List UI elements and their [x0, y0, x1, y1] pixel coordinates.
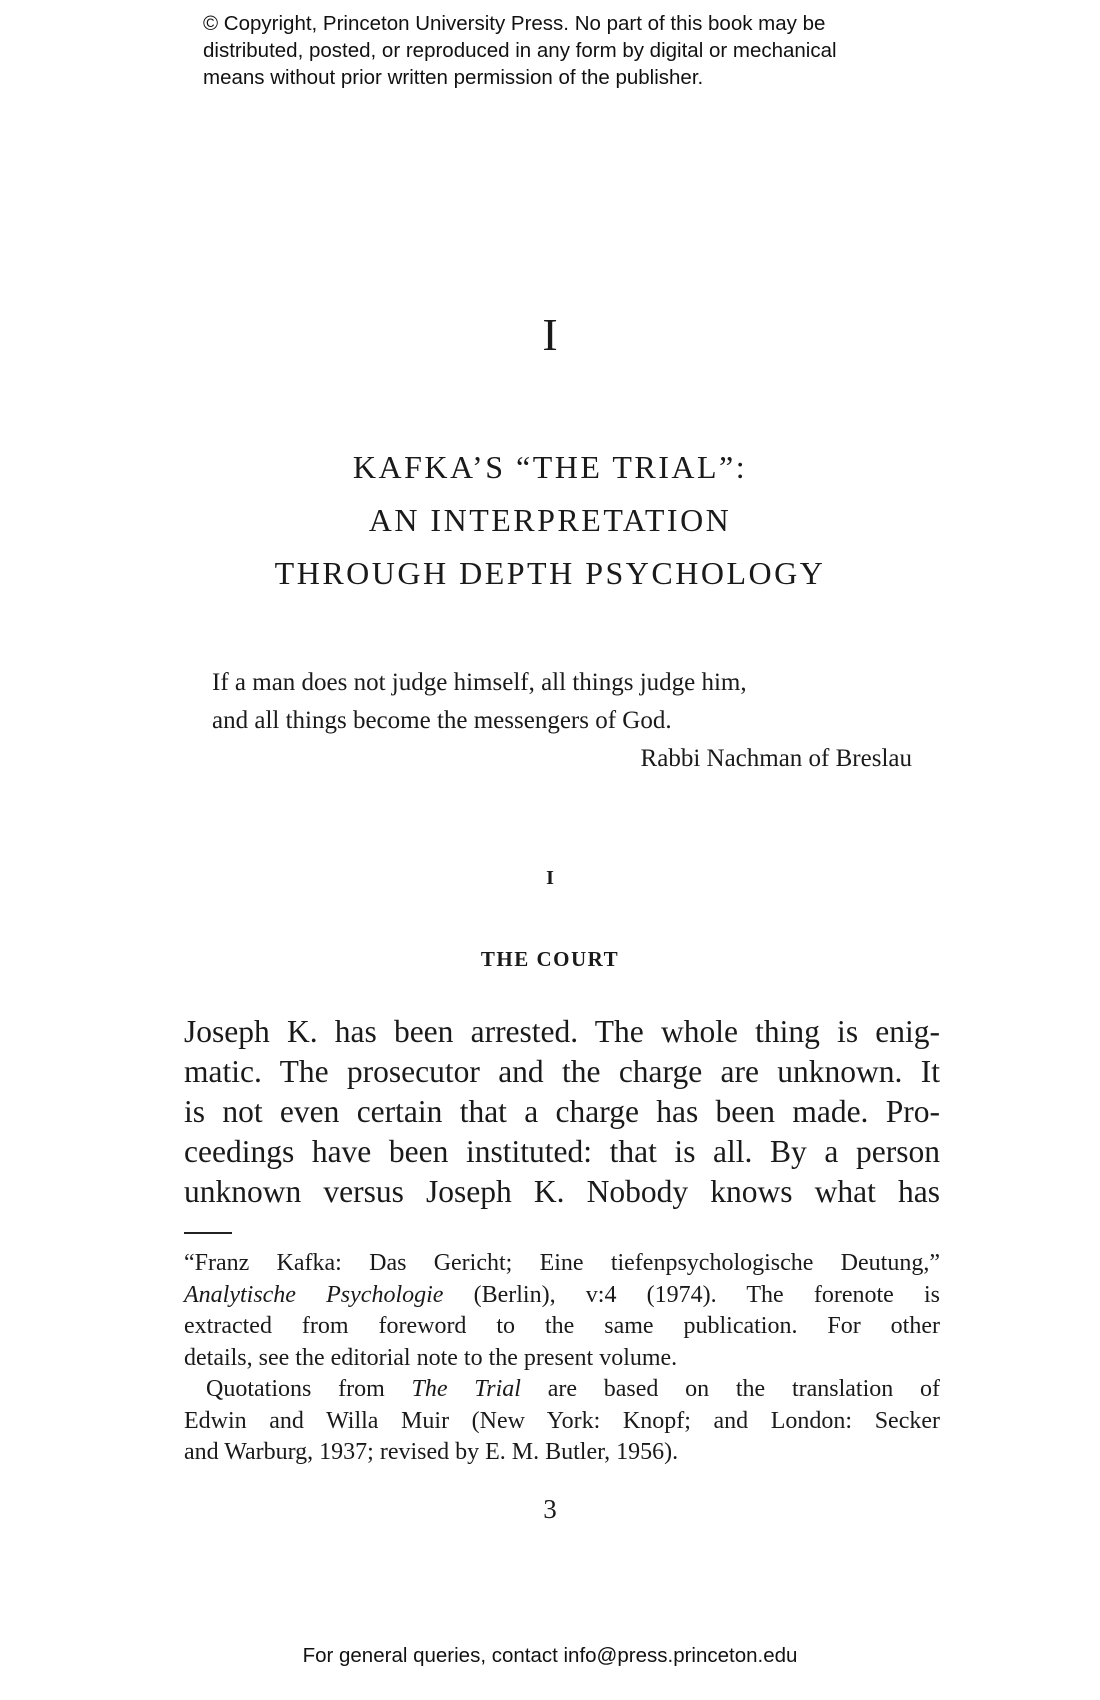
chapter-number: I — [542, 309, 558, 360]
footnote-line: Edwin and Willa Muir (New York: Knopf; and London: Secker — [184, 1407, 940, 1434]
copyright-notice — [203, 10, 923, 91]
footnote-line — [184, 1374, 940, 1406]
footnote-text: Quotations from — [206, 1376, 412, 1402]
chapter-title-line: KAFKA’S “THE TRIAL”: — [352, 449, 748, 485]
footnote-line: details, see the editorial note to the present volume. — [184, 1344, 678, 1371]
body-line: Joseph K. has been arrested. The whole thing is enig- — [184, 1014, 940, 1049]
footnote-line: “Franz Kafka: Das Gericht; Eine tiefenpsychologische Deutung,” — [184, 1250, 940, 1276]
journal-title: Analytische Psychologie — [184, 1281, 444, 1308]
footnote-line — [184, 1280, 940, 1312]
footnote-text: (Berlin), v:4 (1974). The forenote is — [443, 1281, 940, 1308]
footnote-text: are based on the translation of — [520, 1376, 940, 1402]
footnote-line: and Warburg, 1937; revised by E. M. Butler, 1956). — [184, 1439, 679, 1465]
chapter-title-line: AN INTERPRETATION — [368, 502, 732, 538]
page-number: 3 — [543, 1494, 557, 1524]
body-line: matic. The prosecutor and the charge are unknown. It — [184, 1054, 940, 1089]
footnote-line: extracted from foreword to the same publication. For other — [184, 1313, 940, 1339]
book-title: The Trial — [411, 1376, 521, 1402]
copyright-line: © Copyright, Princeton University Press. No part of this book may be — [203, 12, 826, 35]
epigraph-attribution: Rabbi Nachman of Breslau — [640, 745, 912, 772]
chapter-title-line: THROUGH DEPTH PSYCHOLOGY — [274, 555, 826, 591]
copyright-line: means without prior written permission of the publisher. — [203, 66, 704, 89]
section-title: THE COURT — [480, 947, 620, 971]
contact-notice: For general queries, contact info@press.princeton.edu — [302, 1644, 798, 1667]
body-line: unknown versus Joseph K. Nobody knows what has — [184, 1174, 940, 1209]
section-number: I — [546, 867, 554, 889]
epigraph-line: and all things become the messengers of God. — [212, 707, 672, 734]
footnotes — [184, 1248, 940, 1469]
footnote-divider — [184, 1232, 232, 1234]
chapter-title — [0, 441, 1100, 600]
copyright-line: distributed, posted, or reproduced in any form by digital or mechanical — [203, 39, 837, 62]
epigraph-line: If a man does not judge himself, all things judge him, — [212, 669, 747, 696]
body-line: ceedings have been instituted: that is all. By a person — [184, 1134, 940, 1169]
body-paragraph — [184, 1012, 940, 1212]
epigraph — [212, 664, 912, 778]
body-line: is not even certain that a charge has been made. Pro- — [184, 1094, 940, 1129]
